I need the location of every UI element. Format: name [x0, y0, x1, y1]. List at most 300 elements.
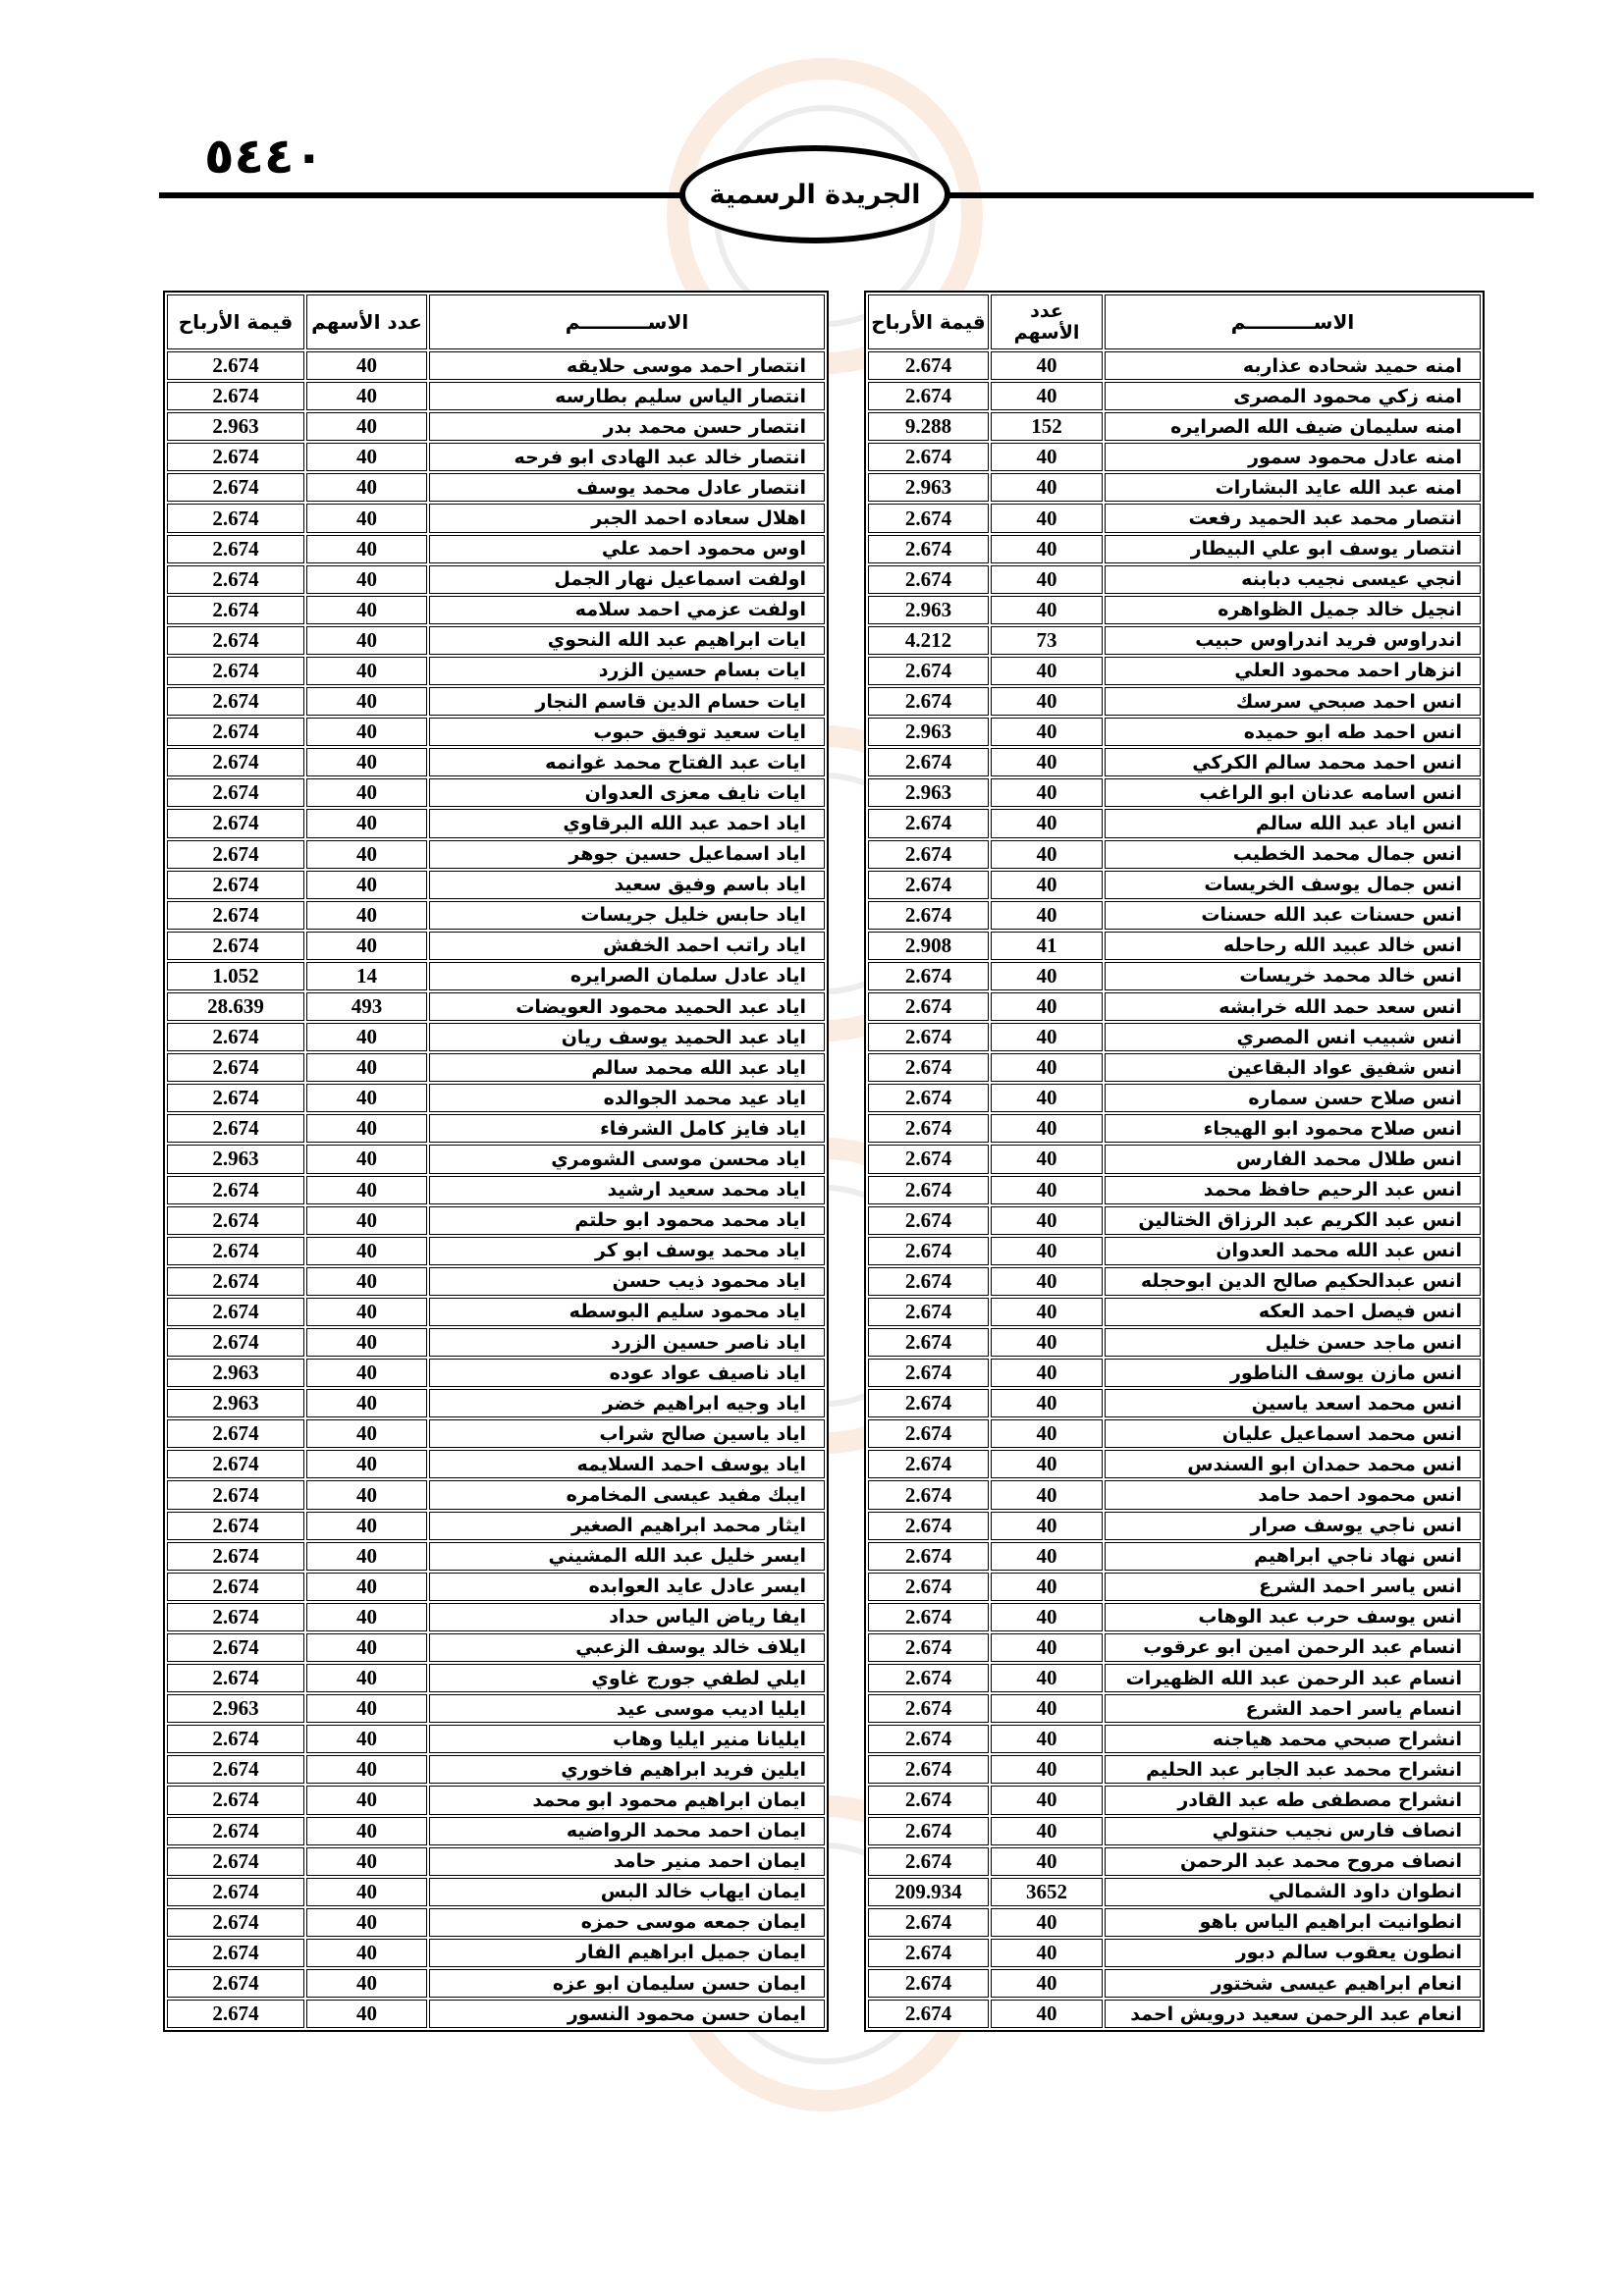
table-row: [167, 504, 825, 532]
shareholder-name: امنه سليمان ضيف الله الصرايره: [1105, 412, 1481, 441]
table-row: [868, 565, 1481, 594]
share-count: 40: [991, 1603, 1103, 1631]
share-count: 40: [991, 1145, 1103, 1173]
shareholder-name: انتصار احمد موسى حلايقه: [429, 351, 825, 380]
profit-value: 2.674: [868, 1939, 989, 1967]
profit-value: 2.674: [868, 565, 989, 594]
table-row: [167, 1633, 825, 1662]
profit-value: 2.674: [167, 1237, 304, 1265]
profit-value: 2.674: [167, 1939, 304, 1967]
table-row: [167, 535, 825, 563]
right-table-body: [868, 351, 1481, 2028]
shareholder-name: انزهار احمد محمود العلي: [1105, 657, 1481, 685]
profit-value: 2.674: [868, 962, 989, 990]
shareholder-name: ايليا اديب موسى عيد: [429, 1694, 825, 1723]
shareholder-name: امنه زكي محمود المصرى: [1105, 382, 1481, 410]
shareholder-name: اياد محمد سعيد ارشيد: [429, 1176, 825, 1204]
profit-value: 2.674: [167, 1328, 304, 1357]
share-count: 40: [306, 809, 427, 837]
shareholder-name: انطون يعقوب سالم دبور: [1105, 1939, 1481, 1967]
share-count: 40: [306, 778, 427, 807]
profit-value: 2.674: [167, 1480, 304, 1509]
share-count: 40: [306, 1664, 427, 1692]
profit-value: 2.674: [167, 1206, 304, 1235]
shareholder-name: انس يوسف حرب عبد الوهاب: [1105, 1603, 1481, 1631]
table-row: [868, 1939, 1481, 1967]
table-row: [868, 1542, 1481, 1571]
table-row: [868, 1755, 1481, 1784]
shareholder-name: انس طلال محمد الفارس: [1105, 1145, 1481, 1173]
profit-value: 2.674: [868, 504, 989, 532]
shareholder-name: اولفت عزمي احمد سلامه: [429, 596, 825, 624]
shareholder-name: ايثار محمد ابراهيم الصغير: [429, 1512, 825, 1540]
table-row: [167, 1114, 825, 1143]
table-row: [868, 1817, 1481, 1845]
table-row: [868, 1328, 1481, 1357]
table-row: [868, 932, 1481, 960]
shareholder-name: ايمان جميل ابراهيم الفار: [429, 1939, 825, 1967]
profit-value: 2.674: [167, 932, 304, 960]
share-count: 40: [306, 871, 427, 899]
table-row: [167, 901, 825, 930]
share-count: 40: [306, 657, 427, 685]
table-row: [868, 1359, 1481, 1387]
table-row: [167, 1817, 825, 1845]
table-row: [167, 1878, 825, 1906]
share-count: 40: [991, 1664, 1103, 1692]
shareholder-name: ايمان احمد منير حامد: [429, 1847, 825, 1876]
table-row: [868, 1969, 1481, 1998]
profit-value: 2.674: [167, 1847, 304, 1876]
share-count: 40: [991, 1969, 1103, 1998]
profit-value: 2.674: [167, 626, 304, 655]
table-row: [167, 1328, 825, 1357]
profit-value: 2.674: [868, 840, 989, 869]
shareholder-name: انس خالد عبيد الله رحاحله: [1105, 932, 1481, 960]
share-count: 40: [306, 1206, 427, 1235]
table-row: [167, 351, 825, 380]
shareholder-name: انس اياد عبد الله سالم: [1105, 809, 1481, 837]
share-count: 40: [991, 1206, 1103, 1235]
profit-value: 2.674: [167, 748, 304, 776]
table-row: [167, 687, 825, 716]
table-row: [167, 840, 825, 869]
col-header-profit: قيمة الأرباح: [868, 294, 989, 349]
share-count: 40: [306, 1542, 427, 1571]
share-count: 73: [991, 626, 1103, 655]
table-row: [167, 1512, 825, 1540]
table-row: [167, 1755, 825, 1784]
shareholder-name: انسام عبد الرحمن امين ابو عرقوب: [1105, 1633, 1481, 1662]
table-row: [167, 473, 825, 502]
profit-value: 2.674: [167, 778, 304, 807]
table-row: [167, 992, 825, 1021]
shareholder-name: انس مازن يوسف الناطور: [1105, 1359, 1481, 1387]
table-row: [868, 748, 1481, 776]
share-count: 40: [991, 1633, 1103, 1662]
table-row: [167, 2000, 825, 2028]
share-count: 40: [306, 1755, 427, 1784]
share-count: 40: [306, 1114, 427, 1143]
shareholder-name: ايمان ايهاب خالد البس: [429, 1878, 825, 1906]
table-row: [167, 718, 825, 746]
shareholder-name: انس حسنات عبد الله حسنات: [1105, 901, 1481, 930]
left-table-body: [167, 351, 825, 2028]
profit-value: 2.674: [167, 1298, 304, 1326]
table-row: [167, 382, 825, 410]
table-row: [167, 1480, 825, 1509]
table-row: [868, 1847, 1481, 1876]
table-row: [868, 962, 1481, 990]
profit-value: 2.674: [868, 1206, 989, 1235]
profit-value: 2.674: [167, 382, 304, 410]
table-row: [868, 1176, 1481, 1204]
share-count: 40: [991, 687, 1103, 716]
table-row: [167, 1419, 825, 1448]
shareholder-name: انتصار خالد عبد الهادى ابو فرحه: [429, 443, 825, 471]
profit-value: 2.674: [167, 1603, 304, 1631]
col-header-shares: عدد الأسهم: [306, 294, 427, 349]
share-count: 40: [991, 1512, 1103, 1540]
table-row: [868, 840, 1481, 869]
shareholder-name: اهلال سعاده احمد الجبر: [429, 504, 825, 532]
profit-value: 2.674: [868, 901, 989, 930]
share-count: 14: [306, 962, 427, 990]
profit-value: 2.674: [868, 443, 989, 471]
table-row: [868, 1725, 1481, 1753]
profit-value: 2.674: [868, 1908, 989, 1937]
profit-value: 2.674: [868, 1480, 989, 1509]
profit-value: 2.674: [868, 1389, 989, 1417]
share-count: 40: [306, 1237, 427, 1265]
profit-value: 2.674: [868, 1512, 989, 1540]
shareholder-name: ايات ابراهيم عبد الله النحوي: [429, 626, 825, 655]
share-count: 40: [991, 1053, 1103, 1082]
profit-value: 28.639: [167, 992, 304, 1021]
profit-value: 2.674: [868, 1328, 989, 1357]
table-row: [868, 2000, 1481, 2028]
col-header-name: الاســــــــــم: [1105, 294, 1481, 349]
shareholder-name: انس فيصل احمد العكه: [1105, 1298, 1481, 1326]
profit-value: 2.963: [868, 596, 989, 624]
profit-value: 2.963: [167, 1389, 304, 1417]
share-count: 40: [306, 1389, 427, 1417]
table-row: [167, 1145, 825, 1173]
shareholder-name: انس خالد محمد خريسات: [1105, 962, 1481, 990]
table-row: [167, 1603, 825, 1631]
share-count: 40: [991, 2000, 1103, 2028]
share-count: 40: [306, 1969, 427, 1998]
profit-value: 2.674: [167, 1512, 304, 1540]
profit-value: 2.674: [868, 1664, 989, 1692]
shareholder-name: امنه حميد شحاده عذاربه: [1105, 351, 1481, 380]
share-count: 40: [991, 504, 1103, 532]
table-row: [868, 1419, 1481, 1448]
shareholder-name: انطوان داود الشمالي: [1105, 1878, 1481, 1906]
shareholder-name: ايات عبد الفتاح محمد غوانمه: [429, 748, 825, 776]
share-count: 152: [991, 412, 1103, 441]
share-count: 40: [306, 687, 427, 716]
profit-value: 2.674: [167, 443, 304, 471]
profit-value: 4.212: [868, 626, 989, 655]
table-row: [167, 871, 825, 899]
table-row: [868, 1908, 1481, 1937]
table-row: [167, 565, 825, 594]
table-row: [868, 1694, 1481, 1723]
shareholder-name: ايمان احمد محمد الرواضيه: [429, 1817, 825, 1845]
table-row: [868, 1114, 1481, 1143]
shareholder-name: انتصار عادل محمد يوسف: [429, 473, 825, 502]
table-row: [868, 1573, 1481, 1601]
share-count: 40: [991, 596, 1103, 624]
share-count: 40: [991, 1786, 1103, 1814]
share-count: 40: [991, 657, 1103, 685]
share-count: 493: [306, 992, 427, 1021]
share-count: 40: [306, 1145, 427, 1173]
share-count: 40: [991, 718, 1103, 746]
shareholder-name: ايلاف خالد يوسف الزعبي: [429, 1633, 825, 1662]
profit-value: 2.674: [167, 1023, 304, 1051]
shareholder-name: اياد ياسين صالح شراب: [429, 1419, 825, 1448]
shareholder-name: ايمان جمعه موسى حمزه: [429, 1908, 825, 1937]
table-row: [868, 1603, 1481, 1631]
table-row: [167, 748, 825, 776]
table-row: [868, 1878, 1481, 1906]
col-header-shares: عدد الأسهم: [991, 294, 1103, 349]
shareholder-name: ايبك مفيد عيسى المخامره: [429, 1480, 825, 1509]
profit-value: 2.674: [167, 1908, 304, 1937]
share-count: 40: [306, 748, 427, 776]
profit-value: 2.674: [167, 1786, 304, 1814]
shareholder-name: انصاف مروح محمد عبد الرحمن: [1105, 1847, 1481, 1876]
table-row: [868, 1480, 1481, 1509]
shareholder-name: ايسر خليل عبد الله المشيني: [429, 1542, 825, 1571]
table-row: [167, 1725, 825, 1753]
table-row: [868, 778, 1481, 807]
share-count: 40: [991, 1694, 1103, 1723]
table-row: [868, 596, 1481, 624]
share-count: 40: [306, 1053, 427, 1082]
table-row: [868, 1786, 1481, 1814]
profit-value: 2.674: [167, 1755, 304, 1784]
profit-value: 2.674: [167, 1176, 304, 1204]
profit-value: 2.963: [868, 473, 989, 502]
share-count: 40: [306, 1512, 427, 1540]
col-header-profit: قيمة الأرباح: [167, 294, 304, 349]
shareholder-name: ايات بسام حسين الزرد: [429, 657, 825, 685]
profit-value: 2.674: [868, 1694, 989, 1723]
share-count: 40: [306, 1817, 427, 1845]
shareholder-name: انس ناجي يوسف صرار: [1105, 1512, 1481, 1540]
profit-value: 2.674: [868, 1847, 989, 1876]
share-count: 40: [306, 473, 427, 502]
shareholder-name: انس جمال يوسف الخريسات: [1105, 871, 1481, 899]
share-count: 40: [991, 1389, 1103, 1417]
shareholder-name: اياد محسن موسى الشومري: [429, 1145, 825, 1173]
profit-value: 2.963: [868, 718, 989, 746]
table-row: [868, 1512, 1481, 1540]
shareholder-name: اياد ناصر حسين الزرد: [429, 1328, 825, 1357]
table-row: [167, 1176, 825, 1204]
table-row: [167, 1389, 825, 1417]
share-count: 40: [991, 901, 1103, 930]
shareholder-name: انس اسامه عدنان ابو الراغب: [1105, 778, 1481, 807]
profit-value: 2.674: [167, 535, 304, 563]
page-number: ٥٤٤٠: [204, 128, 325, 185]
table-row: [167, 657, 825, 685]
profit-value: 2.674: [167, 901, 304, 930]
profit-value: 2.674: [868, 1573, 989, 1601]
table-row: [167, 1359, 825, 1387]
profit-value: 2.674: [868, 1603, 989, 1631]
shareholder-name: اياد راتب احمد الخفش: [429, 932, 825, 960]
table-row: [167, 412, 825, 441]
shareholder-name: انس عبد الله محمد العدوان: [1105, 1237, 1481, 1265]
table-row: [868, 657, 1481, 685]
share-count: 40: [991, 1725, 1103, 1753]
table-row: [868, 1450, 1481, 1478]
shareholder-name: انجي عيسى نجيب دبابنه: [1105, 565, 1481, 594]
profit-value: 2.674: [167, 1053, 304, 1082]
shareholder-name: اياد يوسف احمد السلايمه: [429, 1450, 825, 1478]
table-row: [868, 1633, 1481, 1662]
shareholder-name: انس صلاح محمود ابو الهيجاء: [1105, 1114, 1481, 1143]
share-count: 40: [306, 565, 427, 594]
table-row: [167, 1969, 825, 1998]
share-count: 40: [306, 718, 427, 746]
share-count: 40: [991, 351, 1103, 380]
profit-value: 2.674: [868, 871, 989, 899]
profit-value: 1.052: [167, 962, 304, 990]
shareholder-name: انشراح محمد عبد الجابر عبد الحليم: [1105, 1755, 1481, 1784]
profit-value: 2.674: [167, 1114, 304, 1143]
table-row: [167, 1053, 825, 1082]
profit-value: 2.674: [868, 2000, 989, 2028]
shareholder-name: انصاف فارس نجيب حنتولي: [1105, 1817, 1481, 1845]
share-count: 40: [306, 1176, 427, 1204]
shareholder-name: انتصار يوسف ابو علي البيطار: [1105, 535, 1481, 563]
profit-value: 2.674: [167, 718, 304, 746]
shareholder-name: اياد عبد الله محمد سالم: [429, 1053, 825, 1082]
share-count: 40: [991, 1267, 1103, 1296]
shareholder-name: اياد محمد محمود ابو حلتم: [429, 1206, 825, 1235]
share-count: 40: [306, 443, 427, 471]
profit-value: 2.674: [167, 1878, 304, 1906]
share-count: 40: [991, 1817, 1103, 1845]
share-count: 40: [991, 992, 1103, 1021]
shareholder-name: انطوانيت ابراهيم الياس باهو: [1105, 1908, 1481, 1937]
share-count: 40: [991, 809, 1103, 837]
shareholder-name: امنه عادل محمود سمور: [1105, 443, 1481, 471]
share-count: 40: [306, 626, 427, 655]
shareholder-name: اياد عيد محمد الجوالده: [429, 1084, 825, 1112]
profit-value: 2.674: [167, 1542, 304, 1571]
table-header-row: [868, 294, 1481, 349]
table-row: [167, 1237, 825, 1265]
table-row: [868, 687, 1481, 716]
share-count: 40: [306, 1573, 427, 1601]
shareholder-name: انس عبد الكريم عبد الرزاق الختالين: [1105, 1206, 1481, 1235]
share-count: 40: [306, 1908, 427, 1937]
share-count: 40: [306, 412, 427, 441]
share-count: 40: [991, 1084, 1103, 1112]
shareholder-name: انسام ياسر احمد الشرع: [1105, 1694, 1481, 1723]
profit-value: 2.674: [868, 1145, 989, 1173]
shareholder-name: اياد عادل سلمان الصرايره: [429, 962, 825, 990]
profit-value: 2.674: [868, 1267, 989, 1296]
share-count: 40: [991, 1573, 1103, 1601]
profit-value: 2.674: [167, 1084, 304, 1112]
profit-value: 2.674: [868, 809, 989, 837]
profit-value: 2.674: [868, 1114, 989, 1143]
share-count: 40: [991, 1542, 1103, 1571]
shareholder-name: انعام عبد الرحمن سعيد درويش احمد: [1105, 2000, 1481, 2028]
shareholder-name: انتصار محمد عبد الحميد رفعت: [1105, 504, 1481, 532]
table-row: [167, 1023, 825, 1051]
share-count: 40: [991, 443, 1103, 471]
shareholder-name: انس عبدالحكيم صالح الدين ابوحجله: [1105, 1267, 1481, 1296]
profit-value: 2.674: [868, 1053, 989, 1082]
table-row: [167, 1786, 825, 1814]
profit-value: 2.674: [167, 1633, 304, 1662]
table-row: [167, 1573, 825, 1601]
profit-value: 2.674: [868, 1725, 989, 1753]
shareholder-name: اولفت اسماعيل نهار الجمل: [429, 565, 825, 594]
profit-value: 2.674: [868, 1298, 989, 1326]
shareholder-name: اياد باسم وفيق سعيد: [429, 871, 825, 899]
shareholder-name: اياد حابس خليل جريسات: [429, 901, 825, 930]
shareholder-name: ايات نايف معزى العدوان: [429, 778, 825, 807]
profit-value: 2.674: [868, 1023, 989, 1051]
share-count: 40: [991, 1359, 1103, 1387]
table-row: [868, 1237, 1481, 1265]
share-count: 40: [306, 1847, 427, 1876]
profit-value: 2.674: [868, 1237, 989, 1265]
table-row: [868, 809, 1481, 837]
share-count: 40: [306, 1450, 427, 1478]
shareholder-name: انجيل خالد جميل الظواهره: [1105, 596, 1481, 624]
table-row: [868, 718, 1481, 746]
shareholder-name: اياد اسماعيل حسين جوهر: [429, 840, 825, 869]
profit-value: 2.963: [167, 1145, 304, 1173]
share-count: 40: [991, 962, 1103, 990]
share-count: 40: [306, 1267, 427, 1296]
table-row: [167, 1908, 825, 1937]
share-count: 40: [991, 565, 1103, 594]
gazette-title-oval: [679, 145, 950, 243]
profit-value: 2.674: [167, 473, 304, 502]
table-row: [868, 473, 1481, 502]
shareholder-name: انسام عبد الرحمن عبد الله الظهيرات: [1105, 1664, 1481, 1692]
shareholder-name: اياد فايز كامل الشرفاء: [429, 1114, 825, 1143]
share-count: 40: [306, 1480, 427, 1509]
share-count: 40: [306, 1359, 427, 1387]
right-shareholders-table: [864, 291, 1485, 2032]
share-count: 40: [306, 1419, 427, 1448]
share-count: 40: [306, 504, 427, 532]
profit-value: 2.963: [167, 1694, 304, 1723]
shareholder-name: ايسر عادل عايد العوابده: [429, 1573, 825, 1601]
share-count: 40: [306, 1786, 427, 1814]
profit-value: 209.934: [868, 1878, 989, 1906]
profit-value: 2.674: [167, 809, 304, 837]
profit-value: 2.674: [868, 382, 989, 410]
shareholder-name: اياد ناصيف عواد عوده: [429, 1359, 825, 1387]
shareholder-name: انس ياسر احمد الشرع: [1105, 1573, 1481, 1601]
shareholder-name: امنه عبد الله عايد البشارات: [1105, 473, 1481, 502]
profit-value: 2.963: [167, 412, 304, 441]
share-count: 40: [991, 1176, 1103, 1204]
